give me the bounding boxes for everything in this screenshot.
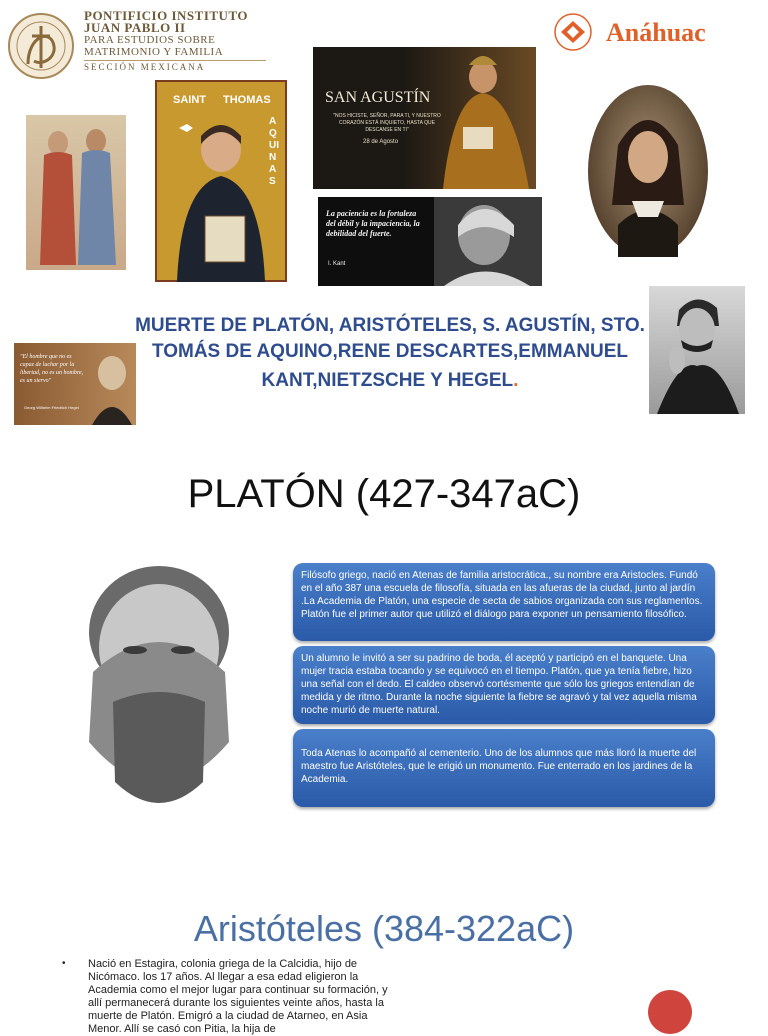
aquinas-label-thomas: THOMAS: [223, 94, 271, 106]
descartes-figure-icon: [588, 85, 708, 257]
kant-author: I. Kant: [328, 261, 346, 267]
plato-bio-box: Filósofo griego, nació en Atenas de familia aristocrática., su nombre era Aristocles. Fundó en el año 387 una escuela de filosofía, situada en las afueras de la ciudad, junto al jardín .La Academia de Platón, una especie de secta de sabios organizada con sus reglamentos. Platón fue el primer autor que utilizó el diálogo para exponer un pensamiento filosófico.: [293, 563, 715, 641]
hegel-figure-icon: [88, 349, 134, 425]
page-title-line-2: TOMÁS DE AQUINO,RENE DESCARTES,EMMANUEL: [151, 341, 629, 362]
aristotle-heading: Aristóteles (384-322aC): [193, 908, 575, 949]
aquinas-icon-image: [155, 80, 287, 282]
nietzsche-portrait: [649, 286, 745, 414]
school-of-athens-image: [26, 115, 126, 270]
augustin-date: 28 de Agosto: [363, 139, 399, 145]
augustin-quote: "NOS HICISTE, SEÑOR, PARA TI, Y NUESTRO CORAZÓN ESTÁ INQUIETO, HASTA QUE DESCANSE EN TI": [333, 113, 441, 133]
institute-line-3: PARA ESTUDIOS SOBRE: [84, 34, 216, 46]
anahuac-logo: [548, 12, 738, 52]
augustin-title: SAN AGUSTÍN: [325, 89, 431, 106]
kant-figure-icon: [434, 197, 542, 286]
aquinas-label-vertical: AQUINAS: [269, 116, 279, 187]
institute-rule: [84, 60, 266, 61]
aristotle-text: Nació en Estagira, colonia griega de la Calcidia, hijo de Nicómaco. los 17 años. Al llegar a esa edad eligieron la Academia como el mejor lugar para continuar su formación, y allí permanecerá durante los siguientes veinte años, hasta la muerte de Platón. Emigró a la ciudad de Atarneo, en Asia Menor. Allí se casó con Pitia, la hija de: [88, 958, 388, 1035]
hegel-author: Georg Wilhelm Friedrich Hegel: [24, 405, 79, 410]
anahuac-wordmark: Anáhuac: [606, 18, 706, 47]
hegel-banner: [14, 343, 136, 425]
institute-logo: [6, 6, 266, 86]
page-title-line-3-text: KANT,NIETZSCHE Y HEGEL: [261, 370, 514, 391]
plato-burial-box: Toda Atenas lo acompañó al cementerio. Uno de los alumnos que más lloró la muerte del maestro fue Aristóteles, que le erigió un monumento. Fue enterrado en los jardines de la Academia.: [293, 729, 715, 807]
institute-line-2: JUAN PABLO II: [84, 20, 186, 35]
kant-banner: [318, 197, 542, 286]
hegel-quote: "El hombre que no es capaz de luchar por la libertad, no es un hombre, es un siervo": [20, 354, 84, 384]
nietzsche-figure-icon: [649, 286, 745, 414]
plato-heading: PLATÓN (427-347aC): [187, 472, 581, 516]
page-title-dot: .: [513, 370, 519, 391]
philosophers-figure-icon: [26, 115, 126, 270]
page-title-line-1: MUERTE DE PLATÓN, ARISTÓTELES, S. AGUSTÍN, STO.: [135, 315, 645, 336]
plato-bust-image: [53, 552, 265, 824]
augustin-figure-icon: [433, 47, 536, 189]
aquinas-label-saint: SAINT: [173, 94, 206, 106]
plato-bust-icon: [53, 552, 265, 824]
kant-quote: La paciencia es la fortaleza del débil y la impaciencia, la debilidad del fuerte.: [326, 209, 420, 238]
red-circle-decoration: [648, 990, 692, 1034]
aristotle-bullet: •: [62, 958, 66, 969]
institute-name: [84, 10, 269, 73]
institute-seal-icon: [6, 6, 76, 84]
institute-line-4: MATRIMONIO Y FAMILIA: [84, 46, 224, 58]
descartes-portrait: [588, 85, 708, 257]
augustin-banner: [313, 47, 536, 189]
aquinas-figure-icon: [157, 106, 285, 282]
institute-line-1: PONTIFICIO INSTITUTO: [84, 8, 248, 23]
plato-death-box: Un alumno le invitó a ser su padrino de boda, él aceptó y participó en el banquete. Una mujer tracia estaba tocando y se equivocó en el tiempo. Platón, que ya tenía fiebre, hizo una señal con el dedo. El caldeo observó cortésmente que sólo los griegos entendían de medida y de ritmo. Durante la noche siguiente la fiebre se agravó y tal vez aquella misma noche murió de muerte natural.: [293, 646, 715, 724]
page-title-line-3: [120, 368, 660, 394]
anahuac-seal-icon: [548, 12, 598, 52]
institute-line-5: SECCIÓN MEXICANA: [84, 62, 206, 72]
